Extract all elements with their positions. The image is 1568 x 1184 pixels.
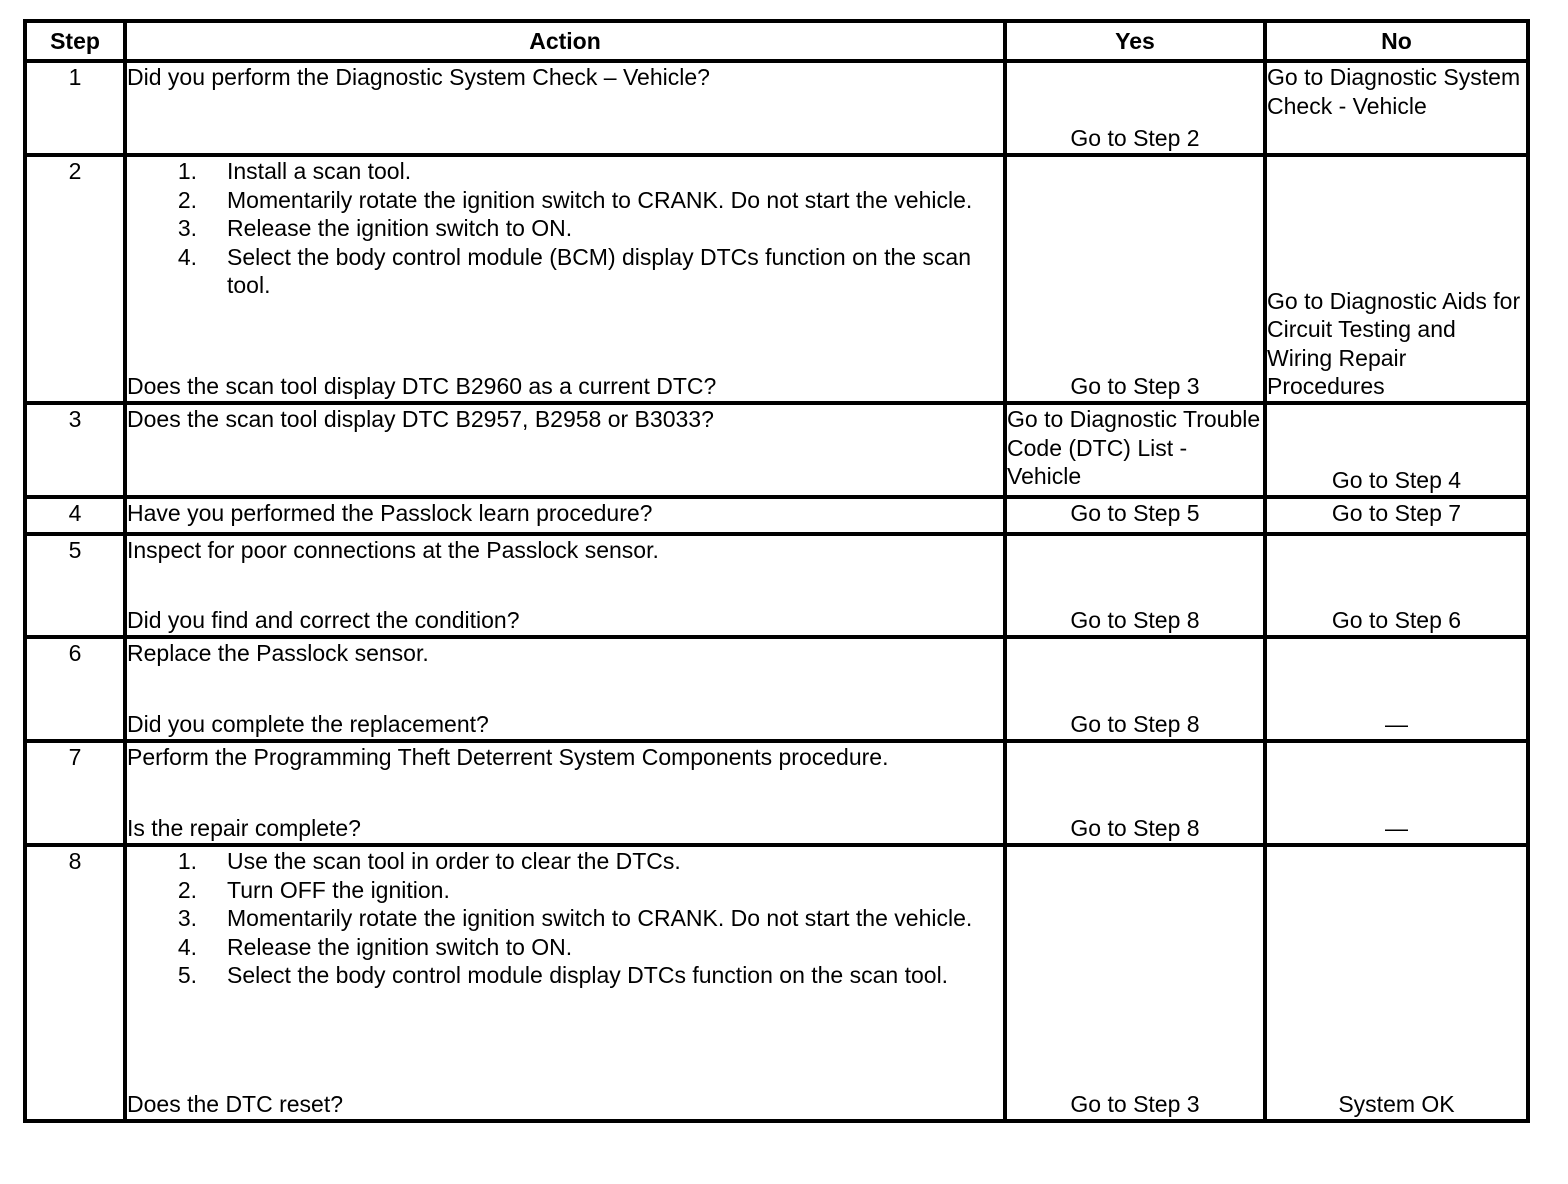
- no-result: System OK: [1338, 1091, 1455, 1118]
- list-item: 3. Release the ignition switch to ON.: [177, 215, 573, 242]
- table-header-row: [25, 21, 1528, 61]
- step-number: 5: [25, 534, 125, 637]
- no-result: —: [1385, 815, 1408, 842]
- action-question: Did you find and correct the condition?: [127, 607, 520, 634]
- list-item: 2. Momentarily rotate the ignition switch to CRANK. Do not start the vehicle.: [177, 186, 973, 213]
- no-result: Go to Step 4: [1331, 467, 1462, 494]
- yes-result: Go to Step 8: [1070, 815, 1200, 842]
- step-number: 4: [25, 497, 125, 534]
- step-number: 1: [25, 61, 125, 155]
- no-result: —: [1385, 711, 1408, 738]
- no-cell: [1265, 497, 1528, 534]
- header-yes: Yes: [1005, 21, 1265, 61]
- action-cell: [125, 534, 1005, 637]
- list-item: 4. Select the body control module (BCM) display DTCs function on the scan tool.: [177, 243, 972, 299]
- action-text: Have you performed the Passlock learn procedure?: [127, 500, 653, 526]
- list-item: 1. Install a scan tool.: [177, 158, 412, 184]
- yes-result: Go to Diagnostic Trouble Code (DTC) List - Vehicle: [1007, 406, 1261, 490]
- action-cell: [125, 845, 1005, 1121]
- step-number: 7: [25, 741, 125, 845]
- action-cell: [125, 61, 1005, 155]
- action-cell: [125, 741, 1005, 845]
- no-result: Go to Diagnostic System Check - Vehicle: [1267, 64, 1521, 119]
- action-cell: [125, 155, 1005, 403]
- no-cell: [1265, 741, 1528, 845]
- step-number: 6: [25, 637, 125, 741]
- table-row-step-3: [25, 403, 1528, 497]
- yes-result: Go to Step 8: [1070, 711, 1200, 738]
- procedure-list: [127, 157, 1003, 300]
- action-text: Replace the Passlock sensor.: [127, 640, 429, 666]
- step-number: 8: [25, 845, 125, 1121]
- action-text: Did you perform the Diagnostic System Check – Vehicle?: [127, 64, 710, 90]
- diagnostic-table: [23, 19, 1530, 1123]
- no-cell: [1265, 637, 1528, 741]
- table-row-step-7: [25, 741, 1528, 845]
- action-question: Is the repair complete?: [127, 815, 361, 842]
- yes-result: Go to Step 8: [1070, 607, 1200, 634]
- no-cell: [1265, 534, 1528, 637]
- table-row-step-1: [25, 61, 1528, 155]
- list-item: 2. Turn OFF the ignition.: [177, 876, 450, 903]
- yes-cell: [1005, 637, 1265, 741]
- no-cell: [1265, 61, 1528, 155]
- yes-result: Go to Step 3: [1070, 1091, 1200, 1118]
- table-row-step-4: [25, 497, 1528, 534]
- header-step: Step: [25, 21, 125, 61]
- yes-result: Go to Step 5: [1070, 500, 1200, 526]
- list-item: 5. Select the body control module display DTCs function on the scan tool.: [177, 962, 949, 989]
- action-question: Does the scan tool display DTC B2960 as a current DTC?: [127, 373, 717, 400]
- action-text: Inspect for poor connections at the Passlock sensor.: [127, 537, 659, 563]
- yes-result: Go to Step 2: [1070, 125, 1200, 152]
- action-text: Does the scan tool display DTC B2957, B2958 or B3033?: [127, 406, 714, 432]
- no-result: Go to Step 6: [1331, 607, 1462, 634]
- table-row-step-5: [25, 534, 1528, 637]
- step-number: 2: [25, 155, 125, 403]
- action-question: Does the DTC reset?: [127, 1091, 344, 1118]
- no-result: Go to Step 7: [1331, 500, 1462, 526]
- no-cell: [1265, 155, 1528, 403]
- list-item: 1. Use the scan tool in order to clear the DTCs.: [177, 848, 681, 874]
- action-question: Did you complete the replacement?: [127, 711, 489, 738]
- yes-cell: [1005, 61, 1265, 155]
- table-row-step-6: [25, 637, 1528, 741]
- action-cell: [125, 403, 1005, 497]
- step-number: 3: [25, 403, 125, 497]
- yes-cell: [1005, 403, 1265, 497]
- list-item: 3. Momentarily rotate the ignition switch to CRANK. Do not start the vehicle.: [177, 905, 973, 932]
- yes-cell: [1005, 497, 1265, 534]
- yes-result: Go to Step 3: [1070, 373, 1200, 400]
- no-cell: [1265, 403, 1528, 497]
- list-item: 4. Release the ignition switch to ON.: [177, 933, 573, 960]
- table-row-step-8: [25, 845, 1528, 1121]
- table-row-step-2: [25, 155, 1528, 403]
- yes-cell: [1005, 845, 1265, 1121]
- yes-cell: [1005, 741, 1265, 845]
- header-action: Action: [125, 21, 1005, 61]
- no-result: Go to Diagnostic Aids for Circuit Testing and Wiring Repair Procedures: [1267, 287, 1521, 400]
- no-cell: [1265, 845, 1528, 1121]
- yes-cell: [1005, 534, 1265, 637]
- yes-cell: [1005, 155, 1265, 403]
- header-no: No: [1265, 21, 1528, 61]
- action-cell: [125, 637, 1005, 741]
- action-cell: [125, 497, 1005, 534]
- procedure-list: [127, 847, 1003, 990]
- action-text: Perform the Programming Theft Deterrent System Components procedure.: [127, 744, 889, 770]
